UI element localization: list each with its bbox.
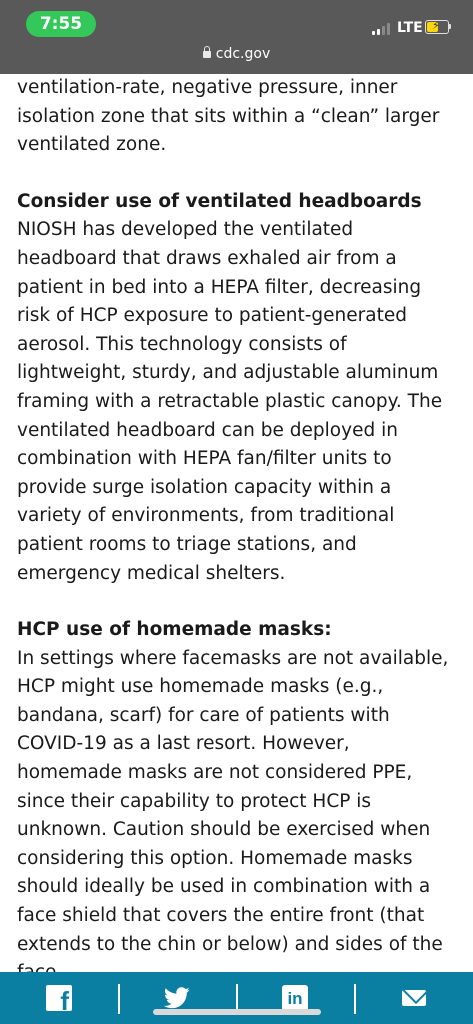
address-url: cdc.gov xyxy=(215,46,271,62)
share-facebook-button[interactable] xyxy=(0,972,118,1024)
network-type: LTE xyxy=(397,20,423,36)
share-email-button[interactable] xyxy=(355,972,473,1024)
section-heading-homemade-masks: HCP use of homemade masks: xyxy=(17,619,332,641)
section-heading-ventilated-headboards: Consider use of ventilated headboards xyxy=(17,190,422,212)
status-time: 7:55 xyxy=(26,11,96,37)
article-content xyxy=(17,74,457,988)
linkedin-icon: in xyxy=(282,985,308,1011)
intro-paragraph: ventilation-rate, negative pressure, inner isolation zone that sits within a “clean” larger ventilated zone. xyxy=(17,77,440,156)
share-linkedin-button[interactable] xyxy=(236,972,354,1024)
facebook-icon: f xyxy=(46,985,72,1011)
mail-icon xyxy=(402,990,426,1006)
address-bar[interactable] xyxy=(0,44,473,64)
share-bar xyxy=(0,972,473,1024)
battery-cap xyxy=(449,24,451,29)
home-indicator xyxy=(153,1009,321,1015)
section-body-ventilated-headboards: NIOSH has developed the ventilated headboard that draws exhaled air from a patient in bed into a HEPA filter, decreasing risk of HCP exposure to patient-generated aerosol. This technology consists of lightweight, sturdy, and adjustable aluminum framing with a retractable plastic canopy. The ventilated headboard can be deployed in combination with HEPA fan/filter units to provide surge isolation capacity within a variety of environments, from traditional patient rooms to triage stations, and emergency medical shelters. xyxy=(17,219,443,584)
section-body-homemade-masks: In settings where facemasks are not available, HCP might use homemade masks (e.g., bandana, scarf) for care of patients with COVID-19 as a last resort. However, homemade masks are not considered PPE, since their capability to protect HCP is unknown. Caution should be exercised when considering this option. Homemade masks should ideally be used in combination with a face shield that covers the entire front (that extends to the chin or below) and sides of the xyxy=(17,647,449,955)
share-twitter-button[interactable] xyxy=(118,972,236,1024)
twitter-icon xyxy=(164,987,190,1009)
battery-icon: ⚡ xyxy=(425,20,449,34)
cellular-signal-icon xyxy=(372,23,390,35)
lock-icon xyxy=(203,51,211,58)
status-bar xyxy=(0,0,473,74)
